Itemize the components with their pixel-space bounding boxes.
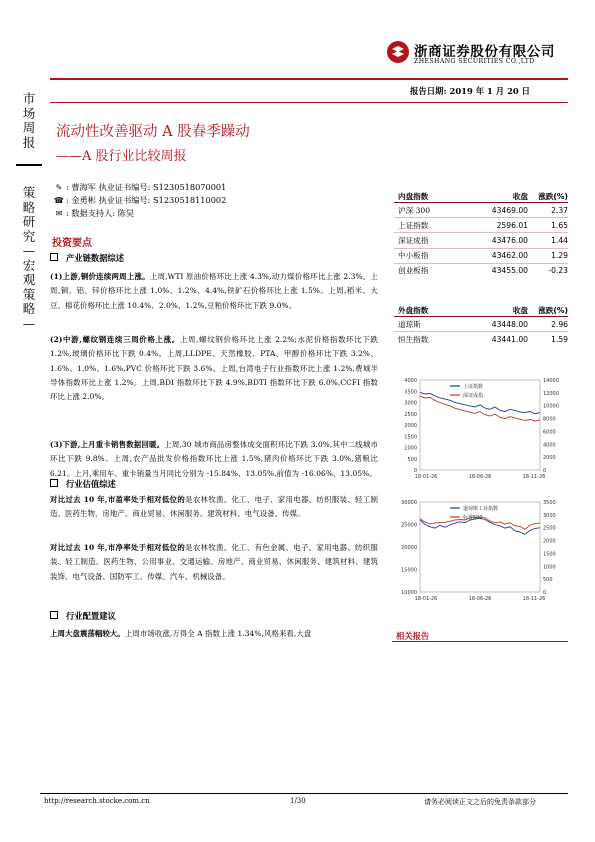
para-downstream: (3)下游,上月重卡销售数据回暖。上周,30 城市商品房整体成交面积环比下跌 3.0%,其中二线城市环比下跌 9.8%。上周,农产品批发价格指数环比上涨 1.5%,猪肉价格环比下跌 3.0%,猪粮比 6.21。上月,乘用车、重卡销量当月同比分别为 -15.84%、13.05%,前值为 -16.06%、13.05%。: [50, 440, 378, 478]
y-tick-label-left: 3500: [404, 389, 417, 396]
table-row: 中小板指 43462.00 1.29: [394, 249, 568, 264]
y-tick-label-right: 0: [543, 468, 547, 474]
legend-label: 标普500: [463, 515, 483, 521]
author-line: ✎ : 曹海军 执业证书编号: S1230518070001: [52, 181, 226, 194]
footer-url[interactable]: http://research.stocke.com.cn: [44, 797, 150, 805]
y-tick-label-right: 1500: [543, 551, 556, 558]
y-tick-label-right: 0: [543, 590, 547, 596]
y-tick-label-right: 1000: [543, 564, 556, 571]
footer-disclaimer: 请务必阅读正文之后的免责条款部分: [424, 798, 536, 806]
para-upstream: (1)上游,铜价连续两周上涨。上周,WTI 原油价格环比上涨 4.3%,动力煤价格环比上涨 2.3%。上周,铜、铝、锌价格环比上涨 1.0%、1.2%、4.4%,铁矿石价格环比上涨 1.5%。上周,稻米、大豆、棉花价格环比上涨 10.4%、2.0%、1.2%,豆粕价格环比下跌 9.0%。: [50, 272, 378, 310]
para-midstream: (2)中游,螺纹钢连续三周价格上涨。上周,螺纹钢价格环比上涨 2.2%;水泥价格指数环比下跌 1.2%,玻璃价格环比下跌 0.4%。上周,LLDPE、天然橡胶、PTA、甲醇价格环比下跌 3.2%、1.6%、1.0%、1.6%,PVC 价格环比下跌 3.6%。上周,台湾电子行业指数环比上涨 1.2%,费城半导体指数环比上涨 1.2%。上周,BDI 指数环比下跌 4.9%,BDTI 指数环比下跌 6.0%,CCFI 指数环比上涨 2.0%。: [50, 335, 378, 402]
section-heading-allocation: 行业配置建议: [50, 610, 116, 622]
phone-icon: ☎: [53, 195, 65, 205]
related-reports-rule: [392, 641, 568, 642]
section-heading-chain: 产业链数据综述: [50, 252, 124, 264]
company-name-en: ZHESHANG SECURITIES CO.,LTD: [414, 58, 535, 65]
y-tick-label-left: 10000: [401, 590, 417, 596]
foreign-index-table: [394, 302, 568, 346]
y-tick-label-left: 3000: [404, 400, 417, 407]
table-header: 外盘指数 收盘 涨跌(%): [394, 302, 568, 317]
report-date: 报告日期: 2019 年 1 月 20 日: [410, 86, 531, 96]
company-name-cn: 浙商证券股份有限公司: [414, 44, 555, 60]
domestic-index-chart: [392, 372, 572, 484]
y-tick-label-left: 20000: [401, 545, 417, 551]
y-tick-label-right: 4000: [543, 442, 556, 449]
table-row: 沪深 300 43469.00 2.37: [394, 203, 568, 218]
y-tick-label-right: 14000: [543, 378, 559, 384]
x-tick-label: 18-06-26: [468, 474, 492, 480]
sidebar-category: 策 略 研 究 — 宏 观 策 略 —: [22, 185, 36, 331]
y-tick-label-right: 2500: [543, 525, 556, 532]
report-title: 流动性改善驱动 A 股春季躁动: [56, 124, 250, 140]
us-index-chart: [392, 494, 572, 606]
y-tick-label-left: 25000: [401, 522, 417, 529]
author-list: [52, 181, 226, 220]
sidebar-report-type: 市 场 周 报: [22, 91, 36, 150]
y-tick-label-left: 0: [413, 468, 417, 474]
para-allocation: 上周大盘震荡幅较大。上周市场收涨,万得全 A 指数上涨 1.34%,风格来看,大盘: [50, 629, 312, 638]
y-tick-label-left: 1500: [404, 434, 417, 441]
section-heading-valuation: 行业估值综述: [50, 478, 116, 490]
table-row: 道琼斯 43448.00 2.96: [394, 317, 568, 332]
x-tick-label: 18-11-26: [522, 474, 546, 480]
y-tick-label-right: 500: [543, 577, 553, 584]
y-tick-label-right: 12000: [543, 390, 559, 397]
author-line: ✉ : 数据支持人: 陈昊: [52, 207, 226, 220]
related-reports-heading: 相关报告: [396, 631, 430, 641]
y-tick-label-left: 30000: [401, 500, 417, 506]
y-tick-label-right: 3000: [543, 512, 556, 519]
table-row: 深证成指 43476.00 1.44: [394, 233, 568, 248]
y-tick-label-left: 15000: [401, 567, 417, 574]
report-subtitle: ——A 股行业比较周报: [56, 149, 187, 164]
mail-icon: ✉: [55, 208, 63, 218]
table-row: 上证指数 2596.01 1.65: [394, 218, 568, 233]
x-tick-label: 18-01-26: [414, 474, 438, 480]
para-pe: 对比过去 10 年,市盈率处于相对低位的是农林牧渔、化工、电子、家用电器、纺织服装、轻工制造、医药生物、房地产、商业贸易、休闲服务、建筑材料、电气设备、传媒。: [50, 495, 378, 519]
page-number: 1/30: [290, 797, 306, 805]
sidebar-divider: [16, 164, 42, 166]
y-tick-label-right: 3500: [543, 500, 556, 506]
y-tick-label-left: 2500: [404, 411, 417, 418]
para-pb: 对比过去 10 年,市净率处于相对低位的是农林牧渔、化工、有色金属、电子、家用电器、纺织服装、轻工制造、医药生物、公用事业、交通运输、房地产、商业贸易、休闲服务、建筑材料、建筑装饰、电气设备、国防军工、传媒、汽车、机械设备。: [50, 543, 378, 581]
table-header: 内盘指数 收盘 涨跌(%): [394, 188, 568, 203]
legend-label: 深证成指: [463, 393, 484, 399]
x-tick-label: 18-06-26: [468, 596, 492, 602]
legend-label: 上证指数: [463, 384, 484, 390]
table-row: 恒生指数 43441.00 1.59: [398, 334, 568, 344]
x-tick-label: 18-01-26: [414, 596, 438, 602]
legend-label: 道琼斯工业指数: [463, 506, 499, 512]
y-tick-label-right: 8000: [543, 416, 556, 423]
pencil-icon: ✎: [55, 182, 63, 192]
highlights-title: 投资要点: [52, 238, 92, 249]
company-logo: [386, 40, 410, 64]
table-row: 创业板指 43455.00 -0.23: [398, 266, 568, 276]
y-tick-label-left: 1000: [404, 445, 417, 452]
y-tick-label-right: 10000: [543, 403, 559, 410]
author-line: ☎ : 金勇彬 执业证书编号: S1230518110002: [53, 195, 227, 205]
footer-rule: [40, 793, 568, 794]
y-tick-label-right: 2000: [543, 455, 556, 462]
y-tick-label-left: 2000: [404, 423, 417, 429]
x-tick-label: 18-11-26: [522, 596, 546, 602]
y-tick-label-left: 500: [407, 456, 417, 463]
domestic-index-table: [394, 188, 568, 278]
y-tick-label-right: 6000: [543, 429, 556, 436]
y-tick-label-right: 2000: [543, 538, 556, 545]
y-tick-label-left: 4000: [404, 378, 417, 384]
header-rule-top: [50, 78, 568, 80]
header-rule-bottom: [50, 102, 568, 103]
